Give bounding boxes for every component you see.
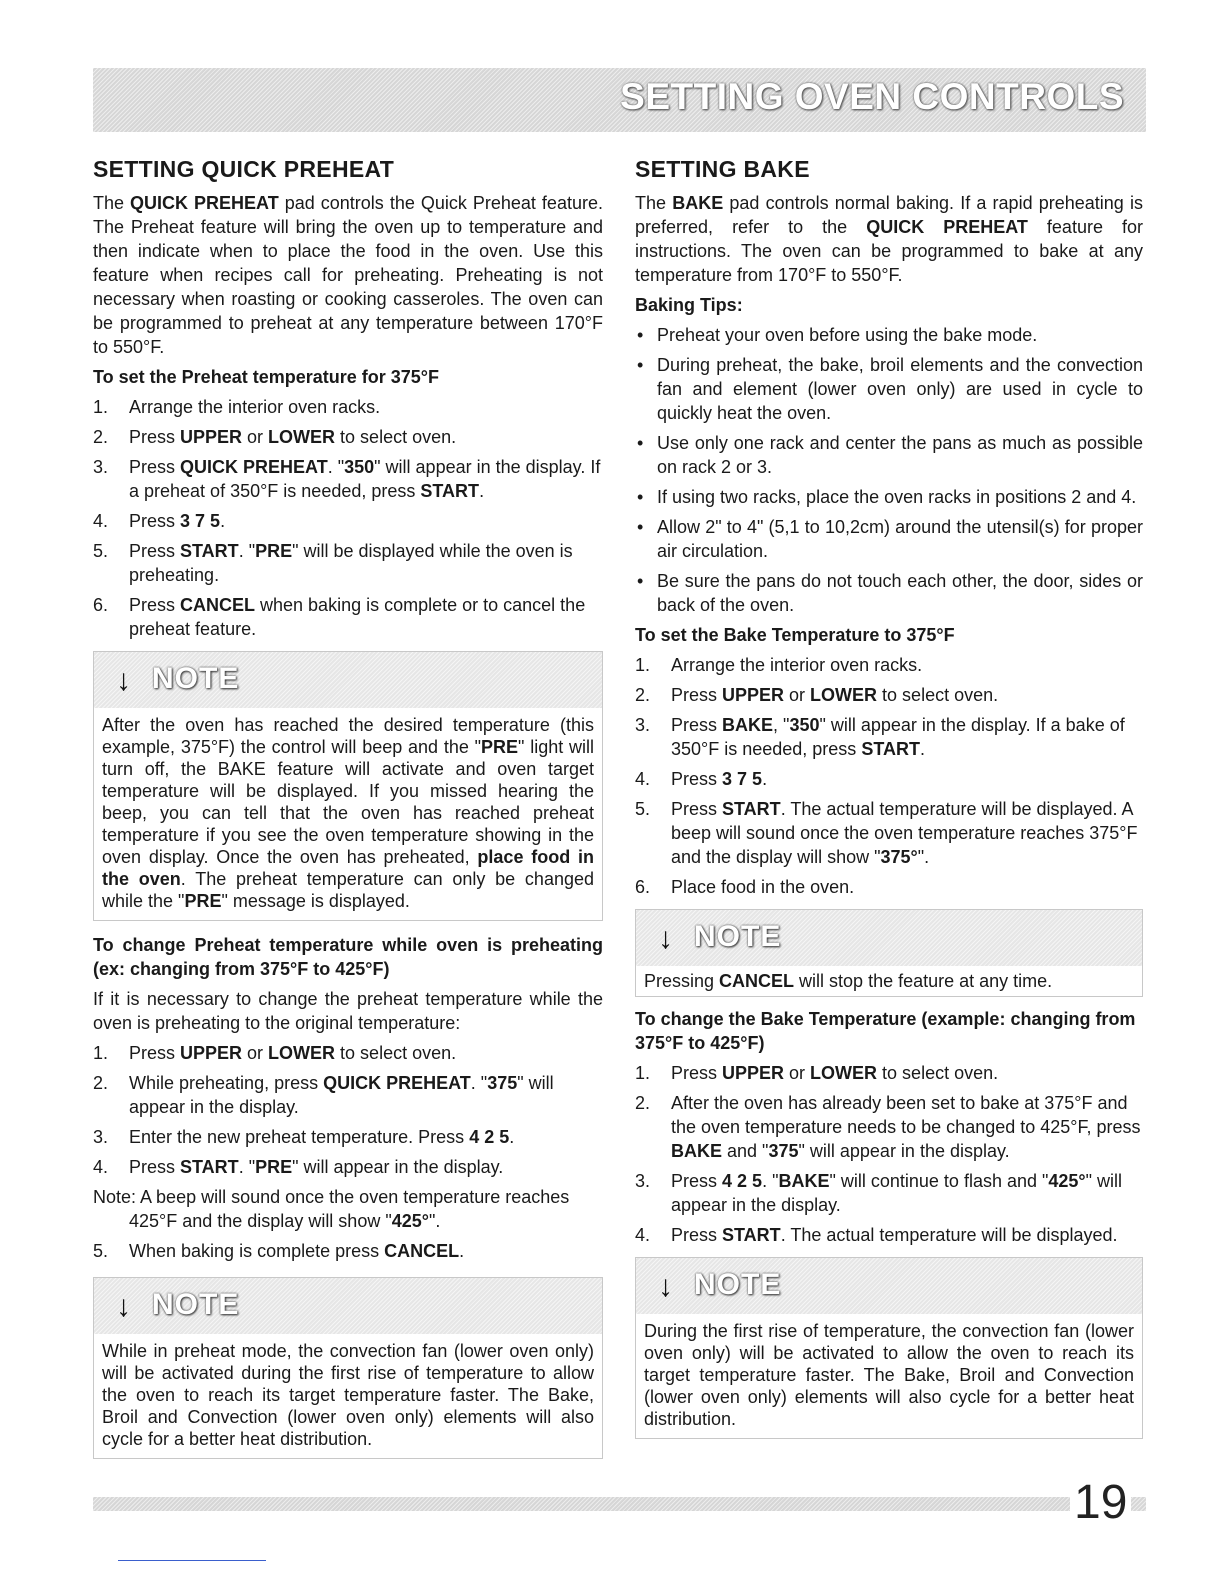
step-item bbox=[93, 1155, 603, 1179]
step-text: Arrange the interior oven racks. bbox=[671, 655, 923, 675]
step-number: 5. bbox=[93, 541, 109, 561]
note-box bbox=[635, 909, 1143, 997]
note-box bbox=[93, 651, 603, 921]
change-bake-heading: To change the Bake Temperature (example: changing from 375°F to 425°F) bbox=[635, 1009, 1136, 1053]
bold-keyword: 375° bbox=[880, 847, 918, 867]
step-item bbox=[635, 797, 1143, 869]
step-number: 3. bbox=[635, 1171, 651, 1191]
bake-intro: The BAKE pad controls normal baking. If a rapid preheating is preferred, refer to the QUICK PREHEAT feature for instructions. The oven can be programmed to bake at any temperature from 170°F to 550°F. bbox=[635, 193, 1143, 285]
step-item bbox=[635, 1169, 1143, 1217]
step-text: Press START. "PRE" will be displayed while the oven is preheating. bbox=[129, 541, 573, 585]
bold-keyword: START bbox=[420, 481, 480, 501]
note-title: NOTE bbox=[694, 1268, 782, 1301]
bold-keyword: UPPER bbox=[180, 427, 243, 447]
baking-tips-heading: Baking Tips: bbox=[635, 295, 743, 315]
step-number: 2. bbox=[635, 685, 651, 705]
bold-keyword: 350 bbox=[789, 715, 820, 735]
tip-item: • Preheat your oven before using the bake mode. bbox=[635, 323, 1143, 347]
bold-keyword: 3 7 5 bbox=[722, 769, 763, 789]
change-preheat-steps bbox=[93, 1041, 603, 1263]
bold-keyword: place food in the oven bbox=[102, 847, 595, 889]
note-header bbox=[94, 652, 602, 708]
note-text: While in preheat mode, the convection fan (lower oven only) will be activated during the first rise of temperature to allow the oven to reach its target temperature faster. The Bake, Broil and Convection (lower oven only) elements will also cycle for a better heat distribution. bbox=[102, 1341, 594, 1449]
step-text: Press START. "PRE" will appear in the display. bbox=[129, 1157, 504, 1177]
pushpin-icon: ↓ bbox=[116, 1290, 131, 1323]
bold-keyword: PRE bbox=[255, 541, 293, 561]
bold-keyword: START bbox=[861, 739, 920, 759]
step-text: Enter the new preheat temperature. Press 4 2 5. bbox=[129, 1127, 515, 1147]
change-bake-steps bbox=[635, 1061, 1143, 1247]
note-text: After the oven has reached the desired temperature (this example, 375°F) the control will beep and the "PRE" light will turn off, the BAKE feature will activate and oven target temperature will be displayed. If you missed hearing the beep, you can tell that the oven has reached preheat temperature if you see the oven temperature showing in the oven display. Once the oven has preheated, place food in the oven. The preheat temperature can only be changed while the "PRE" message is displayed. bbox=[102, 715, 595, 911]
bold-keyword: PRE bbox=[255, 1157, 293, 1177]
page-number: 19 bbox=[1070, 1475, 1131, 1530]
change-preheat-heading: To change Preheat temperature while oven is preheating (ex: changing from 375°F to 425°F) bbox=[93, 935, 603, 979]
bold-keyword: QUICK PREHEAT bbox=[323, 1073, 471, 1093]
note-title: NOTE bbox=[694, 920, 782, 953]
bold-keyword: START bbox=[722, 799, 781, 819]
step-number: 3. bbox=[635, 715, 651, 735]
step-number: 4. bbox=[635, 769, 651, 789]
step-item bbox=[93, 425, 603, 449]
bold-keyword: 3 7 5 bbox=[180, 511, 221, 531]
header-band bbox=[93, 68, 1146, 132]
step-item bbox=[93, 1041, 603, 1065]
bold-keyword: LOWER bbox=[810, 1063, 878, 1083]
step-item bbox=[93, 395, 603, 419]
bold-keyword: 375 bbox=[768, 1141, 799, 1161]
step-number: 1. bbox=[93, 1043, 109, 1063]
tip-item: • During preheat, the bake, broil elements and the convection fan and element (lower oven only) are used in cycle to quickly heat the oven. bbox=[635, 353, 1143, 425]
bold-keyword: 375 bbox=[487, 1073, 518, 1093]
bold-keyword: UPPER bbox=[722, 685, 785, 705]
step-text: After the oven has already been set to bake at 375°F and the oven temperature needs to be changed to 425°F, press BAKE and "375" will appear in the display. bbox=[671, 1093, 1141, 1161]
bold-keyword: START bbox=[722, 1225, 781, 1245]
bold-keyword: QUICK PREHEAT bbox=[866, 217, 1028, 237]
page-title: SETTING OVEN CONTROLS bbox=[620, 76, 1124, 117]
pushpin-icon: ↓ bbox=[658, 922, 673, 955]
step-item bbox=[93, 509, 603, 533]
bold-keyword: 4 2 5 bbox=[469, 1127, 510, 1147]
change-preheat-intro: If it is necessary to change the preheat temperature while the oven is preheating to the original temperature: bbox=[93, 989, 603, 1033]
set-bake-steps bbox=[635, 653, 1143, 899]
step-number: 1. bbox=[93, 397, 109, 417]
step-number: 5. bbox=[93, 1241, 109, 1261]
set-bake-heading: To set the Bake Temperature to 375°F bbox=[635, 625, 955, 645]
step-text: Press 4 2 5. "BAKE" will continue to flash and "425°" will appear in the display. bbox=[671, 1171, 1123, 1215]
step-number: 5. bbox=[635, 799, 651, 819]
step-item bbox=[635, 767, 1143, 791]
bold-keyword: LOWER bbox=[268, 427, 336, 447]
step-item bbox=[635, 1061, 1143, 1085]
step-text: Press UPPER or LOWER to select oven. bbox=[671, 685, 999, 705]
step-text: Press UPPER or LOWER to select oven. bbox=[129, 1043, 457, 1063]
step-number: 6. bbox=[93, 595, 109, 615]
step-item bbox=[93, 593, 603, 641]
set-preheat-heading: To set the Preheat temperature for 375°F bbox=[93, 367, 439, 387]
step-text: When baking is complete press CANCEL. bbox=[129, 1241, 465, 1261]
tip-item: • If using two racks, place the oven racks in positions 2 and 4. bbox=[635, 485, 1143, 509]
step-item bbox=[635, 713, 1143, 761]
step-item bbox=[93, 1125, 603, 1149]
step-item bbox=[93, 1239, 603, 1263]
note-text: During the first rise of temperature, the convection fan (lower oven only) will be activated to allow the oven to reach its target temperature faster. The Bake, Broil and Convection (lower oven only) elements will also cycle for a better heat distribution. bbox=[644, 1321, 1134, 1429]
step-item bbox=[635, 653, 1143, 677]
note-header bbox=[94, 1278, 602, 1334]
bold-keyword: 425° bbox=[391, 1211, 429, 1231]
step-number: 2. bbox=[635, 1093, 651, 1113]
tip-item: • Use only one rack and center the pans as much as possible on rack 2 or 3. bbox=[635, 431, 1143, 479]
step-text: Press UPPER or LOWER to select oven. bbox=[671, 1063, 999, 1083]
bold-keyword: CANCEL bbox=[719, 971, 795, 991]
note-text: Pressing CANCEL will stop the feature at any time. bbox=[644, 971, 1053, 991]
right-column bbox=[635, 152, 1143, 1449]
step-text: Press START. The actual temperature will be displayed. A beep will sound once the oven temperature reaches 375°F and the display will show "375°". bbox=[671, 799, 1138, 867]
bold-keyword: QUICK PREHEAT bbox=[180, 457, 328, 477]
note-header bbox=[636, 1258, 1142, 1314]
step-number: 3. bbox=[93, 1127, 109, 1147]
footer-band bbox=[93, 1497, 1146, 1511]
step-number: 1. bbox=[635, 655, 651, 675]
step-text: A beep will sound once the oven temperature reaches 425°F and the display will show "425°". bbox=[129, 1187, 570, 1231]
step-number: Note: bbox=[93, 1187, 141, 1207]
step-text: Press CANCEL when baking is complete or to cancel the preheat feature. bbox=[129, 595, 586, 639]
step-item bbox=[93, 1071, 603, 1119]
section-title-quick-preheat: SETTING QUICK PREHEAT bbox=[93, 156, 395, 182]
tip-item: • Be sure the pans do not touch each other, the door, sides or back of the oven. bbox=[635, 569, 1143, 617]
step-number: 6. bbox=[635, 877, 651, 897]
bold-keyword: LOWER bbox=[810, 685, 878, 705]
bold-keyword: UPPER bbox=[722, 1063, 785, 1083]
note-box bbox=[93, 1277, 603, 1459]
step-item bbox=[635, 1223, 1143, 1247]
step-item bbox=[635, 1091, 1143, 1163]
bold-keyword: CANCEL bbox=[384, 1241, 460, 1261]
step-text: Press BAKE, "350" will appear in the display. If a bake of 350°F is needed, press START. bbox=[671, 715, 1125, 759]
step-text: Press UPPER or LOWER to select oven. bbox=[129, 427, 457, 447]
step-number: 3. bbox=[93, 457, 109, 477]
bold-keyword: 425° bbox=[1048, 1171, 1086, 1191]
step-text: Press QUICK PREHEAT. "350" will appear in the display. If a preheat of 350°F is needed, press START. bbox=[129, 457, 601, 501]
note-box bbox=[635, 1257, 1143, 1439]
left-column bbox=[93, 152, 603, 1469]
note-title: NOTE bbox=[152, 662, 240, 695]
bold-keyword: CANCEL bbox=[180, 595, 256, 615]
bold-keyword: BAKE bbox=[672, 193, 724, 213]
step-text: Arrange the interior oven racks. bbox=[129, 397, 381, 417]
step-text: Press 3 7 5. bbox=[129, 511, 226, 531]
bold-keyword: PRE bbox=[481, 737, 519, 757]
bold-keyword: BAKE bbox=[671, 1141, 723, 1161]
bold-keyword: BAKE bbox=[722, 715, 774, 735]
bold-keyword: PRE bbox=[184, 891, 222, 911]
step-number: 1. bbox=[635, 1063, 651, 1083]
note-title: NOTE bbox=[152, 1288, 240, 1321]
step-text: While preheating, press QUICK PREHEAT. "375" will appear in the display. bbox=[129, 1073, 554, 1117]
step-item bbox=[93, 539, 603, 587]
bold-keyword: 4 2 5 bbox=[722, 1171, 763, 1191]
baking-tips-list bbox=[635, 323, 1143, 617]
step-number: 4. bbox=[93, 1157, 109, 1177]
step-number: 2. bbox=[93, 1073, 109, 1093]
step-item bbox=[635, 875, 1143, 899]
pushpin-icon: ↓ bbox=[658, 1270, 673, 1303]
quick-preheat-intro: The QUICK PREHEAT pad controls the Quick Preheat feature. The Preheat feature will bring the oven up to temperature and then indicate when to place the food in the oven. Use this feature when recipes call for preheating. Preheating is not necessary when roasting or cooking casseroles. The oven can be programmed to preheat at any temperature between 170°F to 550°F. bbox=[93, 193, 603, 357]
bold-keyword: LOWER bbox=[268, 1043, 336, 1063]
step-item bbox=[93, 1185, 603, 1233]
step-number: 4. bbox=[93, 511, 109, 531]
step-item bbox=[93, 455, 603, 503]
set-preheat-steps bbox=[93, 395, 603, 641]
step-text: Place food in the oven. bbox=[671, 877, 855, 897]
step-text: Press 3 7 5. bbox=[671, 769, 768, 789]
bold-keyword: START bbox=[180, 1157, 239, 1177]
tip-item: • Allow 2" to 4" (5,1 to 10,2cm) around the utensil(s) for proper air circulation. bbox=[635, 515, 1143, 563]
step-number: 2. bbox=[93, 427, 109, 447]
bold-keyword: START bbox=[180, 541, 239, 561]
pushpin-icon: ↓ bbox=[116, 664, 131, 697]
footer-link-underline bbox=[118, 1560, 266, 1561]
section-title-bake: SETTING BAKE bbox=[635, 156, 810, 182]
bold-keyword: BAKE bbox=[778, 1171, 830, 1191]
note-header bbox=[636, 910, 1142, 966]
step-text: Press START. The actual temperature will be displayed. bbox=[671, 1225, 1118, 1245]
bold-keyword: 350 bbox=[344, 457, 375, 477]
step-item bbox=[635, 683, 1143, 707]
step-number: 4. bbox=[635, 1225, 651, 1245]
bold-keyword: QUICK PREHEAT bbox=[130, 193, 279, 213]
bold-keyword: UPPER bbox=[180, 1043, 243, 1063]
